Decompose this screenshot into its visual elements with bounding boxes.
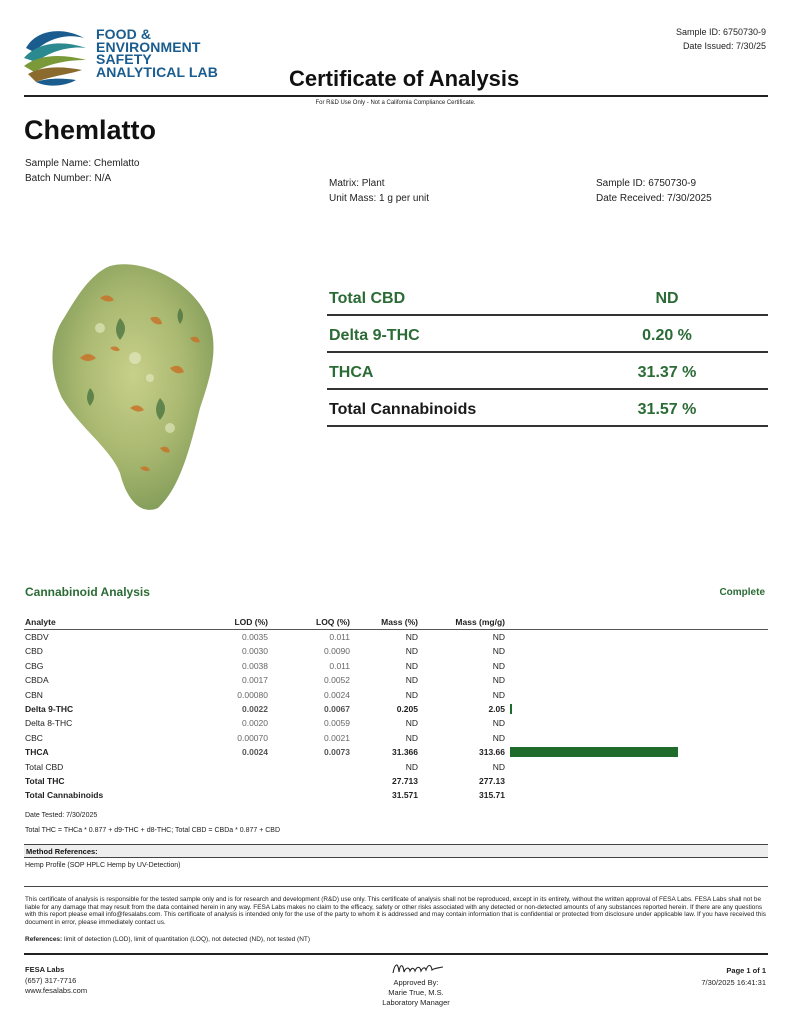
total-formula: Total THC = THCa * 0.877 + d9-THC + d8-THC; Total CBD = CBDa * 0.877 + CBD (25, 827, 281, 834)
cell-mass-mg: 313.66 (479, 747, 505, 758)
col-analyte: Analyte (25, 617, 56, 627)
approver-name: Marie True, M.S. (388, 988, 444, 997)
cell-mass-pct: 0.205 (396, 703, 418, 714)
cell-lod: 0.0017 (242, 675, 268, 686)
cell-lod: 0.0024 (242, 747, 268, 758)
cell-analyte: Delta 9-THC (25, 703, 74, 714)
cell-mass-pct: ND (405, 660, 418, 671)
cell-mass-mg: ND (492, 675, 505, 686)
table-row (24, 630, 768, 644)
logo-emblem-icon (23, 22, 87, 86)
analysis-rows (24, 630, 768, 803)
cell-loq: 0.0024 (324, 689, 350, 700)
date-received: Date Received: 7/30/2025 (596, 193, 712, 204)
approved-by-label: Approved By: (393, 978, 439, 987)
batch-number: Batch Number: N/A (25, 173, 112, 184)
sample-info-left (25, 156, 140, 186)
cell-analyte: THCA (25, 747, 49, 758)
lab-name-line-3: SAFETY (96, 51, 152, 67)
cell-mass-mg: ND (492, 689, 505, 700)
col-lod: LOD (%) (234, 617, 268, 627)
table-row (24, 716, 768, 730)
cell-analyte: CBN (25, 689, 43, 700)
footer-divider (24, 953, 768, 955)
cell-mass-pct: 27.713 (392, 775, 418, 786)
cell-mass-mg: ND (492, 718, 505, 729)
footer-approval (340, 978, 492, 1008)
summary-row-thca (327, 353, 768, 390)
summary-label: THCA (329, 364, 374, 381)
cell-lod: 0.0022 (242, 703, 268, 714)
cell-analyte: Total CBD (25, 761, 64, 772)
table-row (24, 659, 768, 673)
cell-lod: 0.00070 (237, 732, 268, 743)
summary-row-total-cbd (327, 279, 768, 316)
col-mass-mg: Mass (mg/g) (455, 617, 505, 627)
cell-lod: 0.0020 (242, 718, 268, 729)
sample-info-mid (329, 176, 429, 206)
summary-row-total-cannabinoids (327, 390, 768, 427)
footer-lab-name: FESA Labs (25, 965, 65, 974)
cell-analyte: Total Cannabinoids (25, 790, 104, 801)
sample-id: Sample ID: 6750730-9 (596, 178, 697, 189)
cell-mass-pct: ND (405, 675, 418, 686)
col-loq: LOQ (%) (316, 617, 350, 627)
footer-website: www.fesalabs.com (25, 986, 88, 995)
cell-mass-mg: ND (492, 761, 505, 772)
cell-mass-mg: ND (492, 632, 505, 642)
references-label: References: (25, 936, 63, 943)
summary-label: Delta 9-THC (329, 327, 420, 344)
cell-mass-mg: ND (492, 660, 505, 671)
table-header-row (24, 615, 768, 630)
cell-mass-mg: 2.05 (488, 703, 505, 714)
cell-mass-mg: ND (492, 732, 505, 743)
table-row (24, 760, 768, 774)
lab-name-line-2: ENVIRONMENT (96, 38, 201, 55)
summary-value: 31.57 % (637, 401, 697, 418)
cell-lod: 0.0035 (242, 632, 268, 642)
header-subtitle: For R&D Use Only - Not a California Compliance Certificate. (315, 100, 476, 106)
cell-loq: 0.0090 (324, 646, 350, 657)
cell-analyte: Delta 8-THC (25, 718, 73, 729)
references (25, 936, 310, 943)
header-date-issued: Date Issued: 7/30/25 (682, 41, 766, 51)
cell-loq: 0.0052 (324, 675, 350, 686)
summary-row-delta9-thc (327, 316, 768, 353)
analysis-table (24, 615, 768, 803)
cell-mass-pct: ND (405, 761, 418, 772)
cell-analyte: CBDA (25, 675, 49, 686)
cell-mass-pct: ND (405, 718, 418, 729)
cell-mass-mg: ND (492, 646, 505, 657)
footer-timestamp: 7/30/2025 16:41:31 (701, 978, 766, 987)
cell-mass-pct: 31.366 (392, 747, 418, 758)
header-sample-id: Sample ID: 6750730-9 (675, 27, 766, 37)
table-row (24, 688, 768, 702)
lab-name-line-1: FOOD & (96, 26, 152, 42)
method-references-heading: Method References: (24, 844, 768, 858)
summary-value: 31.37 % (637, 364, 697, 381)
cell-mass-pct: ND (405, 646, 418, 657)
analysis-title: Cannabinoid Analysis (25, 585, 150, 599)
cell-lod: 0.0038 (242, 660, 268, 671)
cell-loq: 0.0021 (324, 732, 350, 743)
method-reference: Hemp Profile (SOP HPLC Hemp by UV-Detection) (25, 862, 181, 869)
footer-phone: (657) 317-7716 (25, 975, 77, 985)
cell-mass-pct: 31.571 (392, 790, 418, 801)
table-row (24, 673, 768, 687)
approver-title: Laboratory Manager (382, 998, 450, 1007)
method-divider (24, 886, 768, 887)
summary-value: ND (655, 290, 679, 307)
unit-mass: Unit Mass: 1 g per unit (329, 193, 430, 204)
cell-mass-pct: ND (405, 732, 418, 743)
page-number: Page 1 of 1 (726, 966, 766, 975)
cell-mass-mg: 315.71 (479, 790, 505, 801)
cell-loq: 0.0073 (324, 747, 350, 758)
date-tested: Date Tested: 7/30/2025 (25, 812, 98, 819)
cell-loq: 0.011 (329, 632, 350, 642)
approver-signature (390, 958, 446, 978)
cell-loq: 0.0067 (324, 703, 350, 714)
cell-mass-pct: ND (405, 632, 418, 642)
header-divider (24, 95, 768, 97)
cell-lod: 0.0030 (242, 646, 268, 657)
cell-analyte: Total THC (25, 775, 65, 786)
matrix: Matrix: Plant (329, 178, 385, 189)
footer-lab-info (25, 965, 87, 997)
analysis-status: Complete (719, 587, 765, 598)
page-title: Certificate of Analysis (289, 66, 520, 91)
cell-loq: 0.0059 (324, 718, 350, 729)
lab-name-line-4: ANALYTICAL LAB (96, 63, 218, 80)
table-row (24, 644, 768, 658)
mass-bar (510, 704, 512, 714)
product-name: Chemlatto (24, 115, 157, 145)
mass-bar (510, 747, 678, 757)
table-row (24, 774, 768, 788)
table-row (24, 745, 768, 759)
product-photo (40, 258, 230, 516)
summary-label: Total Cannabinoids (329, 401, 477, 418)
cell-mass-mg: 277.13 (479, 775, 505, 786)
table-row (24, 702, 768, 716)
cell-mass-pct: ND (405, 689, 418, 700)
header-meta (676, 25, 766, 53)
table-row (24, 788, 768, 802)
cell-analyte: CBDV (25, 632, 49, 642)
references-text: limit of detection (LOD), limit of quantitation (LOQ), not detected (ND), not tested (NT) (62, 936, 311, 943)
lab-name (96, 28, 218, 78)
sample-name: Sample Name: Chemlatto (25, 158, 140, 169)
disclaimer: This certificate of analysis is responsible for the tested sample only and is for research and development (R&D) use only. This certificate of analysis shall not be reproduced, except in its entirety, without the written approval of FESA Labs. FESA Labs shall not be liable for any damage that may result from the data contained herein in any way. FESA Labs makes no claim to the efficacy, safety or other risks associated with any detected or non-detected amounts of any substances reported herein. If there are any questions with this report please email info@fesalabs.com. This certificate of analysis is intended only for the use of the party to whom it is addressed and may contain information that is confidential or protected from disclosure under applicable law. If you have received this document in error, please immediately contact us. (25, 896, 766, 926)
cell-analyte: CBD (25, 646, 43, 657)
footer-page-info (701, 965, 766, 989)
sample-info-right (596, 176, 712, 206)
col-mass-pct: Mass (%) (381, 617, 418, 627)
table-row (24, 731, 768, 745)
cell-loq: 0.011 (329, 660, 350, 671)
summary-label: Total CBD (329, 290, 406, 307)
cell-analyte: CBG (25, 660, 44, 671)
cell-lod: 0.00080 (237, 689, 268, 700)
cell-analyte: CBC (25, 732, 43, 743)
summary-value: 0.20 % (642, 327, 692, 344)
